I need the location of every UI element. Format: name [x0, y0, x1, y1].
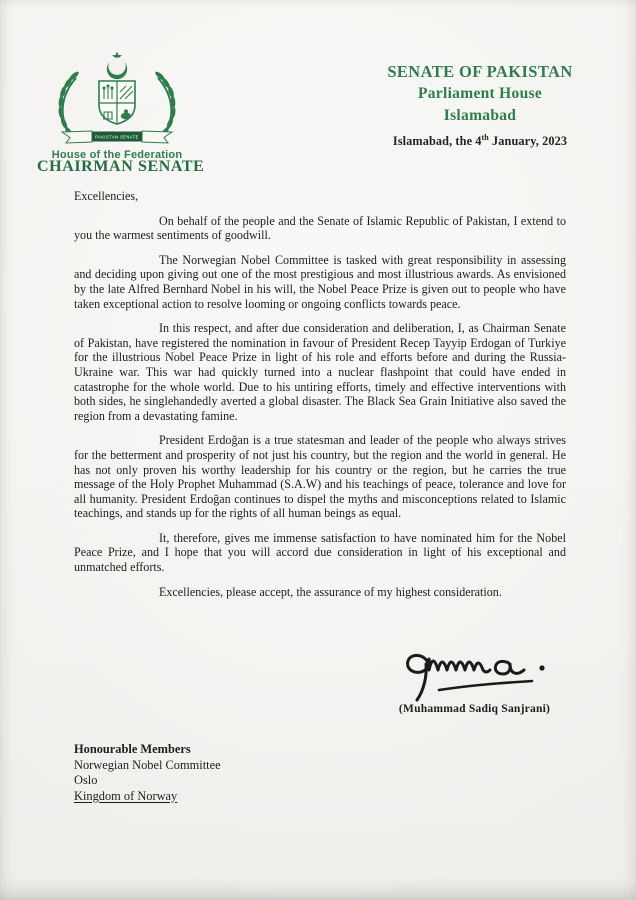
recipient-line: Oslo [74, 773, 98, 787]
letter-body [74, 189, 566, 609]
emblem-caption: House of the Federation [51, 149, 183, 161]
banner-ribbon-icon [62, 131, 92, 143]
org-address-line: Parliament House [417, 85, 543, 102]
letterhead-org-block [350, 61, 610, 149]
paragraph: In this respect, and after due consideration and deliberation, I, as Chairman Senate of Pakistan, have registered the nomination in favour of President Recep Tayyip Erdogan of Turkiye for the illustrious Nobel Peace Prize in light of his role and efforts before and during the Russia-Ukraine war. This war had quickly turned into a nuclear flashpoint that could have ended in catastrophe for the whole world. Due to his untiring efforts, timely and effective interventions with both sides, he singlehandedly averted a global disaster. The Black Sea Grain Initiative also saved the region from a devastating famine. [74, 321, 566, 423]
date-prefix: Islamabad, the 4 [392, 134, 482, 148]
signature-image [382, 646, 567, 704]
recipient-line: Honourable Members [74, 742, 191, 756]
signature-block [372, 646, 577, 715]
date-ordinal-superscript: th [481, 132, 489, 142]
paragraph: On behalf of the people and the Senate of Islamic Republic of Pakistan, I extend to you the warmest sentiments of goodwill. [74, 213, 566, 243]
letterhead-emblem-block [32, 48, 202, 161]
signatory-name: (Muhammad Sadiq Sanjrani) [398, 702, 551, 715]
date-suffix: January, 2023 [488, 134, 568, 148]
paragraph: The Norwegian Nobel Committee is tasked with great responsibility in assessing and deciding upon giving out one of the most prestigious and most illustrious awards. As envisioned by the late Alfred Bernhard Nobel in his will, the Nobel Peace Prize is given out to people who have taken exceptional action to resolve looming or ongoing conflicts towards peace. [74, 252, 566, 311]
date-line [350, 134, 610, 149]
pakistan-senate-emblem-icon [42, 48, 192, 148]
paragraph: President Erdoğan is a true statesman and leader of the people who always strives for the betterment and prosperity of not just his country, but the region and the world in general. He has not only proven his worthy leadership for his country or the region, but he carries the true message of the Holy Prophet Muhammad (S.A.W) and his teachings of peace, tolerance and love for all humanity. President Erdoğan continues to dispel the myths and misconceptions related to Islamic teachings, and stands up for the rights of all human beings as equal. [74, 433, 566, 521]
recipient-line: Kingdom of Norway [74, 788, 178, 803]
paragraph: It, therefore, gives me immense satisfaction to have nominated him for the Nobel Peace Prize, and I hope that you will accord due consideration in light of his exceptional and unmatched efforts. [74, 530, 566, 575]
closing-line: Excellencies, please accept, the assurance of my highest consideration. [159, 584, 502, 599]
recipient-line: Norwegian Nobel Committee [74, 757, 221, 772]
salutation: Excellencies, [74, 189, 139, 203]
chairman-senate-title: CHAIRMAN SENATE [37, 158, 205, 175]
recipient-block [74, 742, 221, 804]
org-name: SENATE OF PAKISTAN [387, 62, 573, 81]
emblem-banner-text: PAKISTAN SENATE [95, 134, 139, 140]
org-city: Islamabad [443, 107, 517, 124]
